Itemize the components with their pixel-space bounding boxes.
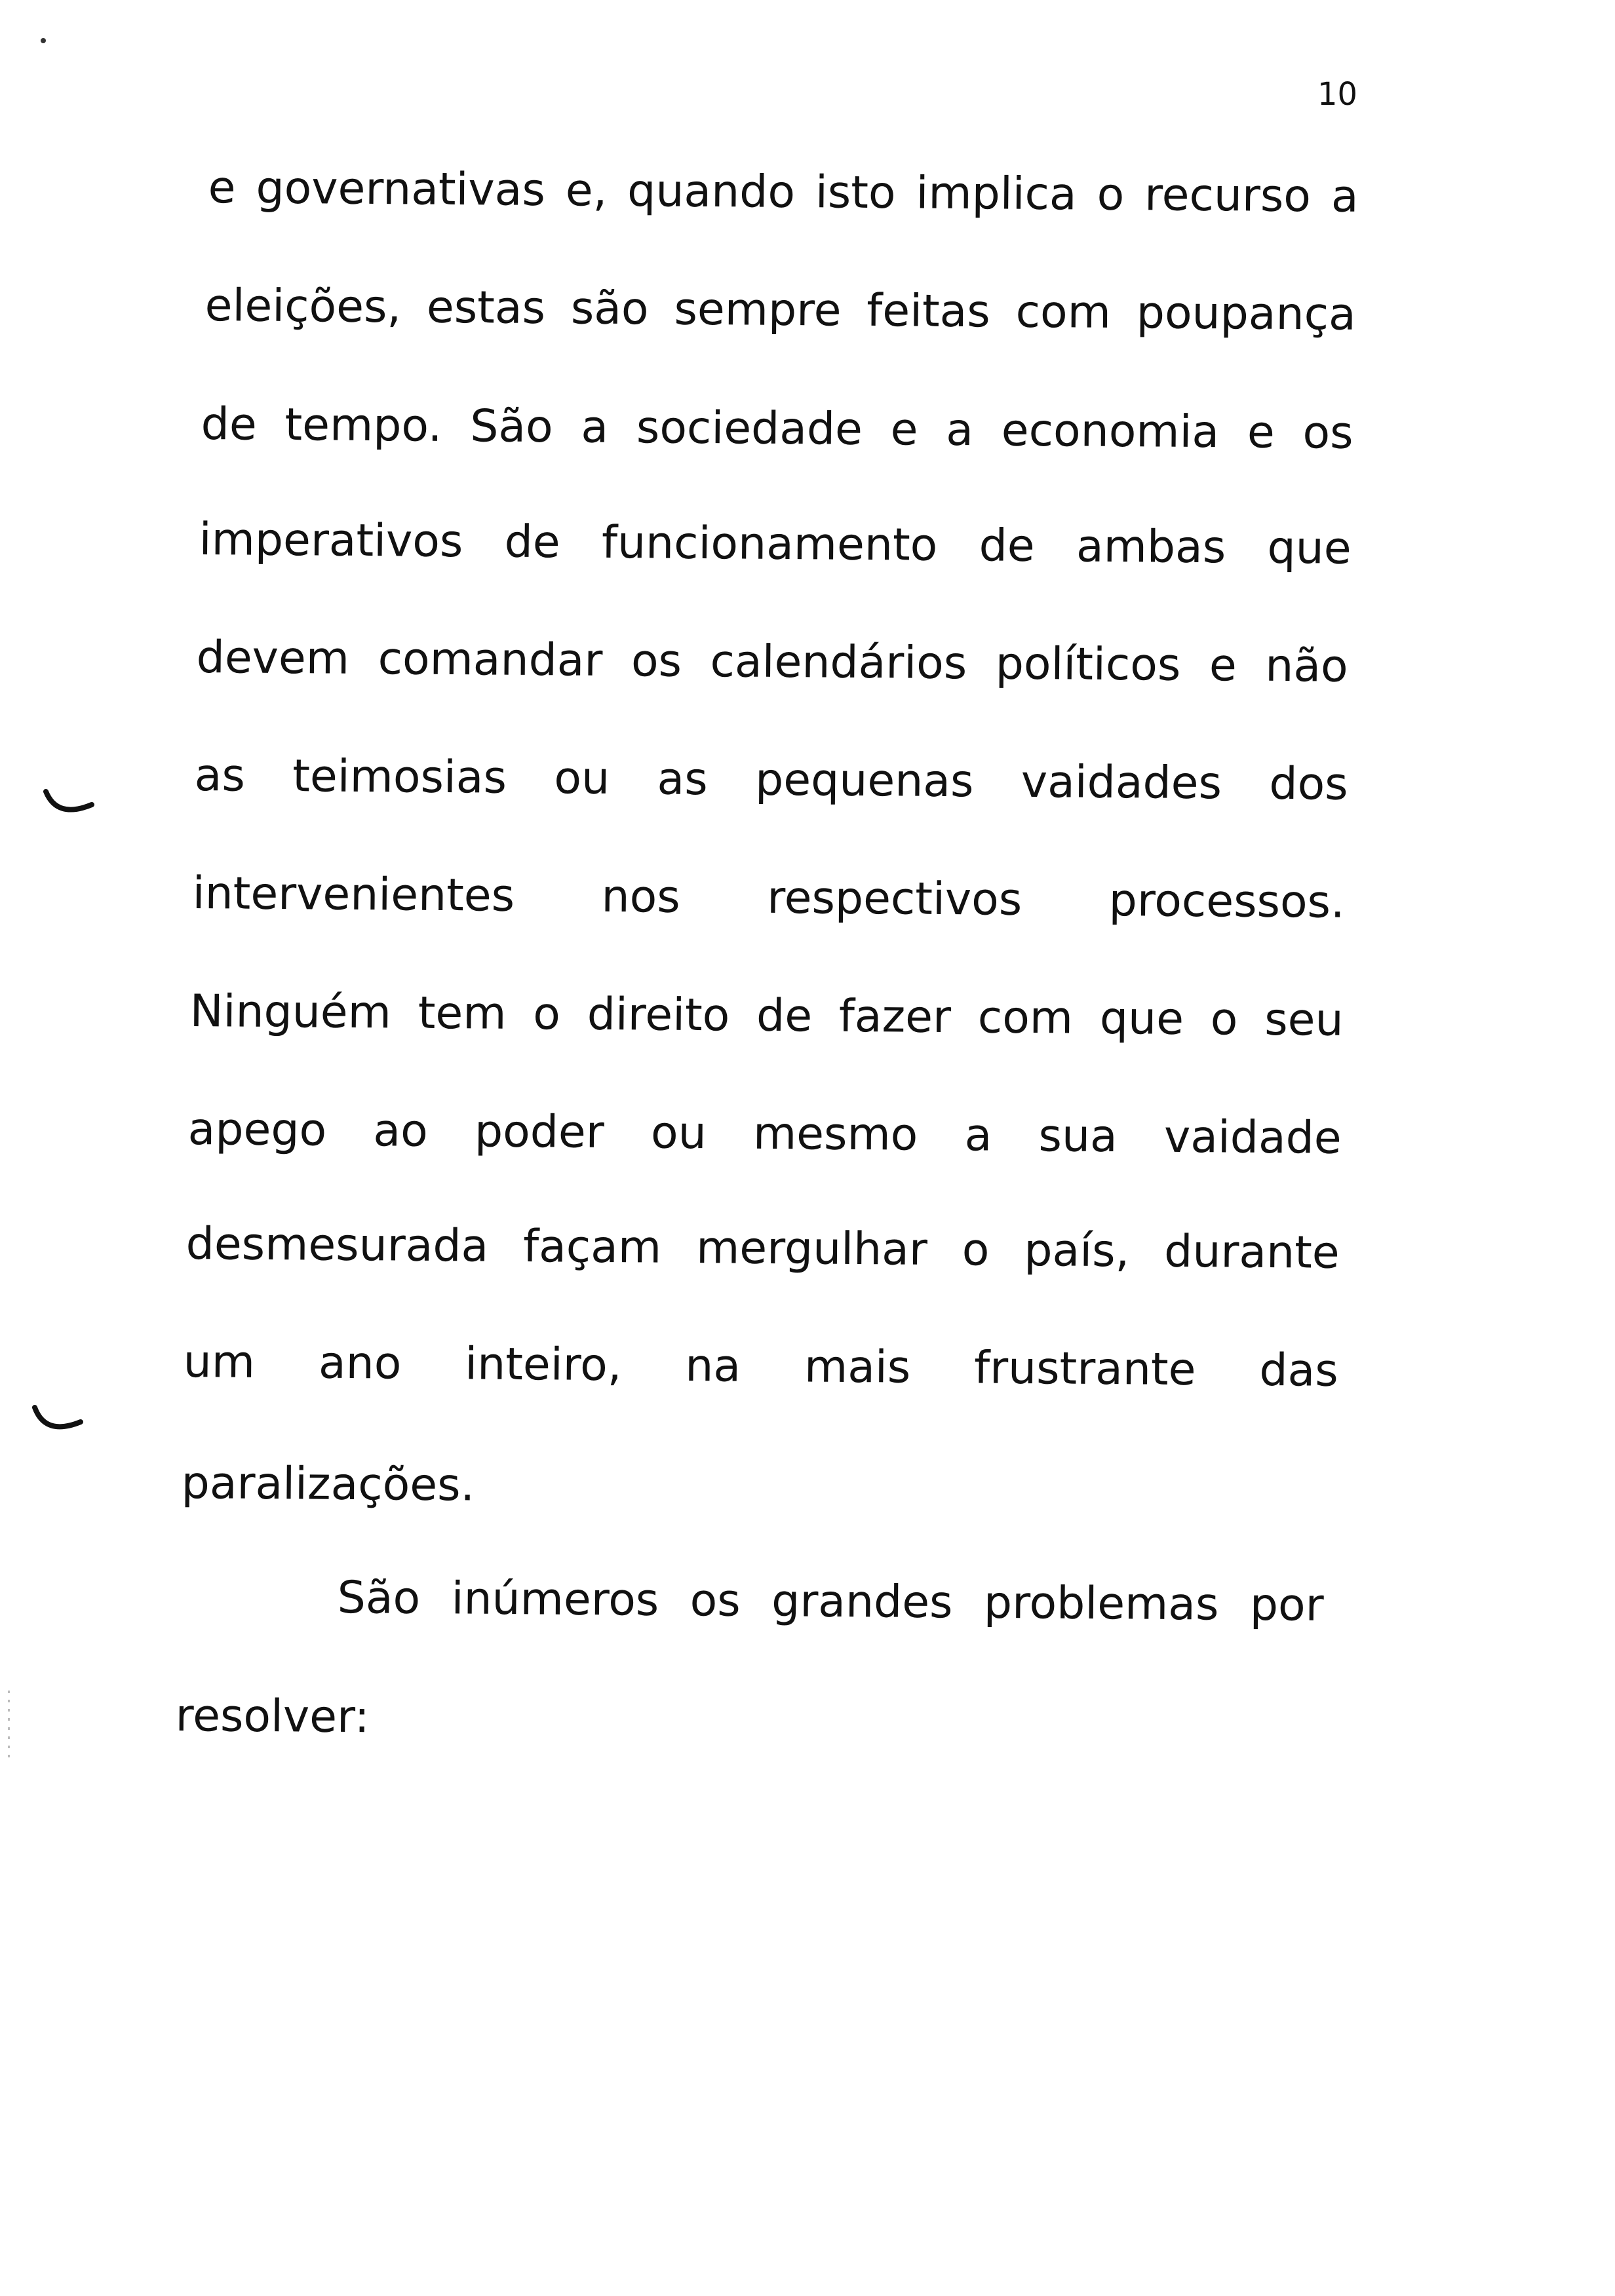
text-word: ambas	[1076, 520, 1226, 574]
text-word: implica	[916, 167, 1077, 221]
text-line	[199, 514, 1352, 579]
text-word: intervenientes	[192, 868, 515, 922]
text-word: pequenas	[754, 754, 974, 808]
text-word: durante	[1163, 1225, 1340, 1279]
text-word: de	[756, 989, 813, 1043]
text-word: e,	[565, 164, 608, 217]
text-word: funcionamento	[601, 516, 938, 571]
text-word: vaidade	[1163, 1111, 1342, 1164]
text-word: vaidades	[1021, 756, 1222, 810]
text-word: processos.	[1108, 874, 1345, 928]
page-number: 10	[1317, 76, 1358, 113]
text-word: o	[962, 1224, 990, 1276]
text-word: das	[1259, 1344, 1338, 1397]
text-word: façam	[522, 1221, 662, 1274]
text-word: sua	[1038, 1110, 1118, 1163]
scan-edge-dots	[8, 1691, 10, 1763]
left-margin-mark	[41, 780, 100, 826]
text-word: e	[890, 404, 918, 456]
text-word: resolver:	[175, 1690, 370, 1744]
text-word: devem	[196, 632, 350, 685]
text-word: problemas	[983, 1577, 1219, 1631]
text-word: o	[1097, 168, 1125, 221]
text-word: a	[964, 1109, 992, 1162]
left-margin-mark	[29, 1396, 88, 1448]
text-word: direito	[587, 988, 730, 1042]
text-word: são	[570, 282, 649, 335]
text-line	[185, 1218, 1340, 1284]
text-word: dos	[1269, 757, 1348, 811]
text-word: grandes	[771, 1575, 953, 1629]
text-line	[196, 632, 1348, 697]
text-word: comandar	[378, 633, 603, 687]
text-word: seu	[1264, 993, 1344, 1046]
text-word: respectivos	[766, 871, 1022, 926]
text-word: com	[977, 991, 1074, 1044]
text-word: e	[208, 162, 236, 214]
text-word: não	[1264, 640, 1348, 693]
text-line	[201, 398, 1353, 464]
text-word: isto	[815, 166, 896, 220]
text-word: calendários	[710, 636, 967, 690]
text-line	[183, 1336, 1338, 1402]
text-word: por	[1249, 1578, 1324, 1632]
text-word: feitas	[866, 284, 991, 338]
text-line	[187, 1103, 1342, 1169]
text-word: de	[979, 520, 1035, 573]
text-word: governativas	[256, 162, 546, 217]
text-word: poupança	[1136, 287, 1356, 341]
text-word: a	[581, 401, 609, 453]
scan-speck	[41, 38, 46, 43]
text-word: de	[201, 398, 258, 451]
text-word: o	[1210, 993, 1238, 1046]
text-word: a	[946, 404, 974, 457]
text-word: nos	[601, 870, 681, 923]
text-word: mesmo	[752, 1107, 918, 1161]
text-word: sociedade	[636, 402, 863, 455]
text-word: imperativos	[199, 514, 463, 568]
text-word: fazer	[838, 990, 952, 1044]
text-word: eleições,	[204, 280, 402, 334]
text-word: os	[1302, 407, 1353, 459]
text-word: com	[1015, 286, 1112, 339]
text-word: os	[631, 635, 682, 687]
text-word: ou	[650, 1107, 707, 1160]
text-line	[175, 1690, 370, 1744]
text-line	[337, 1572, 1324, 1636]
text-word: recurso	[1144, 169, 1312, 223]
text-line	[208, 162, 1359, 227]
text-word: São	[469, 400, 553, 453]
text-word: quando	[627, 165, 796, 219]
text-word: apego	[187, 1103, 327, 1157]
text-word: ou	[554, 752, 610, 805]
text-line	[189, 985, 1344, 1051]
text-word: na	[684, 1340, 741, 1392]
text-word: a	[1331, 170, 1359, 223]
text-word: paralizações.	[181, 1457, 475, 1512]
text-word: mais	[804, 1341, 911, 1394]
text-word: poder	[474, 1105, 605, 1158]
text-word: sempre	[674, 283, 842, 337]
text-word: país,	[1024, 1225, 1130, 1278]
text-word: mergulhar	[695, 1222, 928, 1276]
text-word: e	[1247, 406, 1275, 459]
text-word: frustrante	[973, 1342, 1196, 1396]
text-word: economia	[1001, 404, 1220, 459]
text-word: que	[1267, 522, 1352, 575]
text-word: inteiro,	[465, 1338, 622, 1392]
text-word: ano	[318, 1337, 402, 1390]
text-word: as	[194, 750, 246, 802]
text-word: que	[1099, 992, 1184, 1045]
text-line	[204, 280, 1356, 345]
text-word: políticos	[995, 638, 1181, 691]
text-word: estas	[426, 281, 546, 335]
text-word: os	[690, 1575, 741, 1627]
text-word: de	[504, 516, 560, 569]
text-word: teimosias	[292, 750, 507, 804]
text-word: desmesurada	[185, 1218, 489, 1272]
text-word: São	[337, 1572, 421, 1624]
text-word: o	[533, 988, 561, 1041]
text-word: inúmeros	[451, 1573, 659, 1626]
text-word: ao	[373, 1105, 429, 1157]
text-line	[192, 868, 1345, 933]
text-word: um	[183, 1336, 256, 1388]
text-word: as	[657, 753, 709, 806]
text-word: Ninguém	[189, 985, 392, 1039]
text-line	[181, 1457, 475, 1512]
text-line	[194, 750, 1348, 815]
text-word: tem	[418, 987, 507, 1040]
text-word: tempo.	[284, 399, 442, 452]
text-word: e	[1209, 640, 1237, 692]
